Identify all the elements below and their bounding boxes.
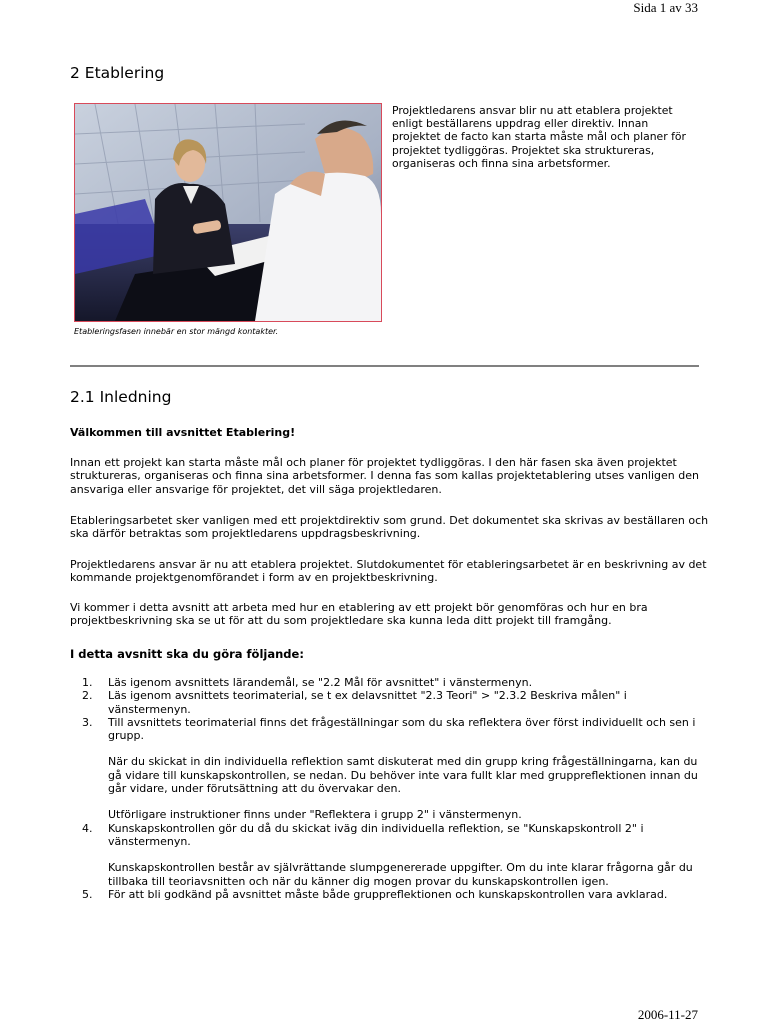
step-number: 4. [82,821,93,835]
steps-list [70,676,710,901]
step-item [70,888,710,901]
photo-caption: Etableringsfasen innebär en stor mängd kontakter. [74,327,279,336]
step-number: 2. [82,689,93,703]
step-number: 5. [82,887,93,901]
step-text: När du skickat in din individuella reflektion samt diskuterat med din grupp kring frågeställningarna, kan du gå vidare till kunskapskontrollen, se nedan. Du behöver inte vara fullt klar med gruppreflektionen innan du går vidare, under förutsättning att du övervakar den. [108,755,698,796]
step-text: Kunskapskontrollen gör du då du skickat iväg din individuella reflektion, se "Kunskapskontroll 2" i vänstermenyn. [108,821,644,848]
step-number: 1. [82,676,93,689]
page-number: Sida 1 av 33 [633,0,698,15]
step-text: Till avsnittets teorimaterial finns det frågeställningar som du ska reflektera över först individuellt och sen i grupp. [108,715,696,743]
todo-heading: I detta avsnitt ska du göra följande: [70,647,304,661]
step-item [70,822,710,888]
step-text: Läs igenom avsnittets teorimaterial, se t ex delavsnittet "2.3 Teori" > "2.3.2 Beskriva målen" i vänstermenyn. [108,689,627,716]
step-text: Utförligare instruktioner finns under "Reflektera i grupp 2" i vänstermenyn. [108,808,522,822]
step-item [70,676,710,689]
paragraph: Etableringsarbetet sker vanligen med ett projektdirektiv som grund. Det dokumentet ska skrivas av beställaren och ska därför betraktas som projektledarens uppdragsbeskrivning. [70,514,709,541]
step-item [70,716,710,822]
step-text: Läs igenom avsnittets lärandemål, se "2.2 Mål för avsnittet" i vänstermenyn. [108,676,533,689]
paragraph: Vi kommer i detta avsnitt att arbeta med hur en etablering av ett projekt bör genomföras och hur en bra projektbeskrivning ska se ut för att du som projektledare ska kunna leda ditt projekt till framgång. [70,601,648,628]
welcome-heading: Välkommen till avsnittet Etablering! [70,426,296,439]
section-divider [70,365,699,367]
section-intro: Projektledarens ansvar blir nu att etablera projektet enligt beställarens uppdrag eller direktiv. Innan projektet de facto kan starta måste mål och planer för projektet tydliggöras. Projektet ska struktureras, organiseras och finna sina arbetsformer. [392,104,686,170]
paragraph: Projektledarens ansvar är nu att etablera projektet. Slutdokumentet för etableringsarbetet är en beskrivning av det kommande projektgenomförandet i form av en projektbeskrivning. [70,558,707,585]
subsection-title: 2.1 Inledning [70,388,172,406]
paragraph: Innan ett projekt kan starta måste mål och planer för projektet tydliggöras. I den här fasen ska även projektet struktureras, organiseras och finna sina arbetsformer. I denna fas som kallas projektetablering utses vanligen den ansvariga eller ansvarige för projektet, det vill säga projektledaren. [70,456,699,496]
meeting-photo [74,103,382,322]
step-text: Kunskapskontrollen består av självrättande slumpgenererade uppgifter. Om du inte klarar frågorna går du tillbaka till teoriavsnitten och när du känner dig mogen provar du kunskapskontrollen igen. [108,861,693,888]
footer-date: 2006-11-27 [637,1007,698,1022]
step-number: 3. [82,715,93,729]
section-title: 2 Etablering [70,64,165,82]
step-item [70,689,710,716]
step-text: För att bli godkänd på avsnittet måste både gruppreflektionen och kunskapskontrollen vara avklarad. [108,887,668,901]
